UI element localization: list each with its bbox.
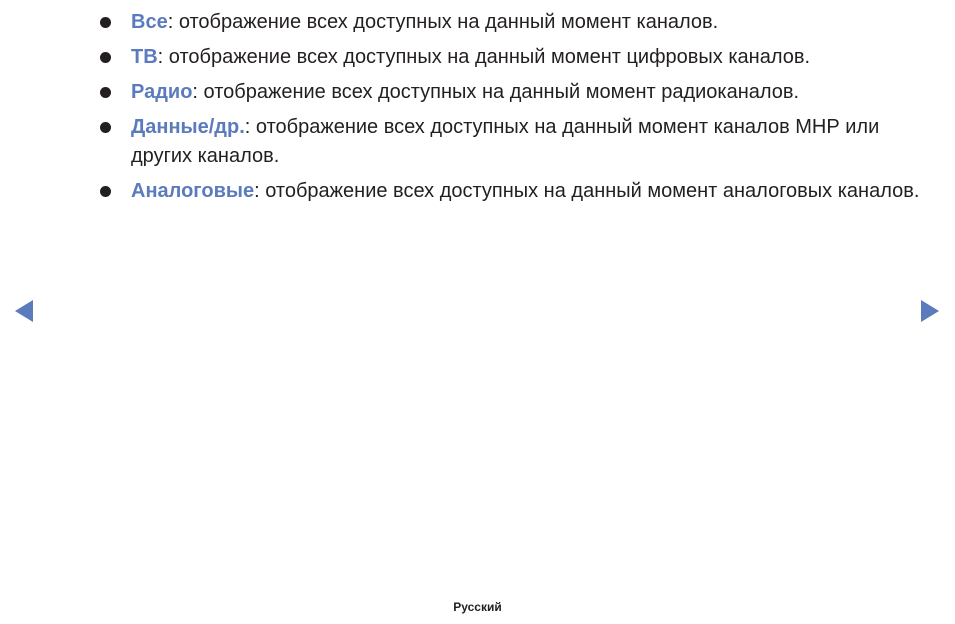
bullet-icon — [100, 87, 111, 98]
previous-page-icon[interactable] — [15, 300, 33, 322]
bullet-icon — [100, 122, 111, 133]
list-item-all — [100, 8, 920, 37]
description-all: : отображение всех доступных на данный момент каналов. — [167, 11, 719, 33]
list-item-radio — [100, 78, 920, 107]
term-tv: ТВ — [131, 46, 158, 68]
description-tv: : отображение всех доступных на данный момент цифровых каналов. — [157, 46, 811, 68]
description-data: : отображение всех доступных на данный момент каналов МНР или других каналов. — [131, 116, 880, 167]
bullet-icon — [100, 17, 111, 28]
list-item-data — [100, 113, 920, 171]
bullet-icon — [100, 52, 111, 63]
list-item-analog — [100, 177, 920, 206]
term-all: Все — [131, 11, 168, 33]
footer-language: Русский — [453, 600, 502, 614]
term-data: Данные/др. — [131, 116, 245, 138]
description-radio: : отображение всех доступных на данный момент радиоканалов. — [192, 81, 800, 103]
term-analog: Аналоговые — [131, 180, 255, 202]
channel-filter-list — [100, 8, 920, 212]
list-item-tv — [100, 43, 920, 72]
description-analog: : отображение всех доступных на данный момент аналоговых каналов. — [254, 180, 920, 202]
bullet-icon — [100, 186, 111, 197]
next-page-icon[interactable] — [921, 300, 939, 322]
term-radio: Радио — [131, 81, 193, 103]
